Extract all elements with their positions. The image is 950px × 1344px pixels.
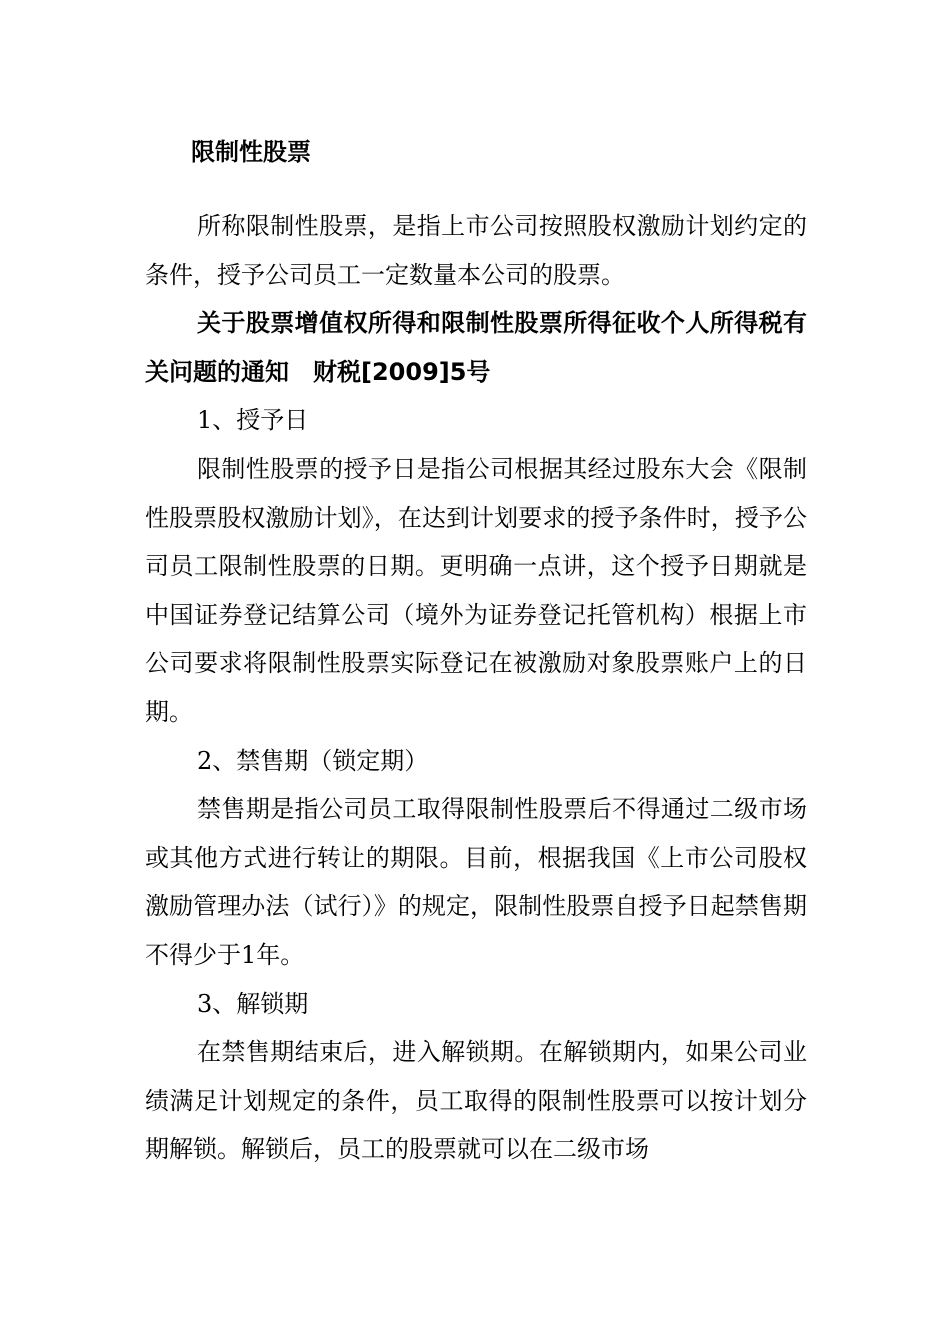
lockup-period-paragraph: 禁售期是指公司员工取得限制性股票后不得通过二级市场或其他方式进行转让的期限。目前，根据我国《上市公司股权激励管理办法（试行）》的规定，限制性股票自授予日起禁售期不得少于1年。 (145, 795, 807, 969)
document-body (145, 128, 807, 1174)
notice-reference-paragraph: 关于股票增值权所得和限制性股票所得征收个人所得税有关问题的通知 财税[2009]5号 (145, 309, 807, 386)
section-heading-lockup-period: 2、禁售期（锁定期） (197, 746, 429, 775)
title-spacer (145, 176, 807, 202)
document-title: 限制性股票 (191, 138, 311, 166)
section-heading-unlock-period: 3、解锁期 (197, 989, 309, 1018)
section-heading-grant-date: 1、授予日 (197, 406, 309, 435)
definition-paragraph: 所称限制性股票，是指上市公司按照股权激励计划约定的条件，授予公司员工一定数量本公司的股票。 (145, 212, 807, 289)
unlock-period-paragraph: 在禁售期结束后，进入解锁期。在解锁期内，如果公司业绩满足计划规定的条件，员工取得的限制性股票可以按计划分期解锁。解锁后，员工的股票就可以在二级市场 (145, 1038, 807, 1164)
grant-date-paragraph: 限制性股票的授予日是指公司根据其经过股东大会《限制性股票股权激励计划》，在达到计划要求的授予条件时，授予公司员工限制性股票的日期。更明确一点讲，这个授予日期就是中国证券登记结算公司（境外为证券登记托管机构）根据上市公司要求将限制性股票实际登记在被激励对象股票账户上的日期。 (145, 454, 807, 726)
